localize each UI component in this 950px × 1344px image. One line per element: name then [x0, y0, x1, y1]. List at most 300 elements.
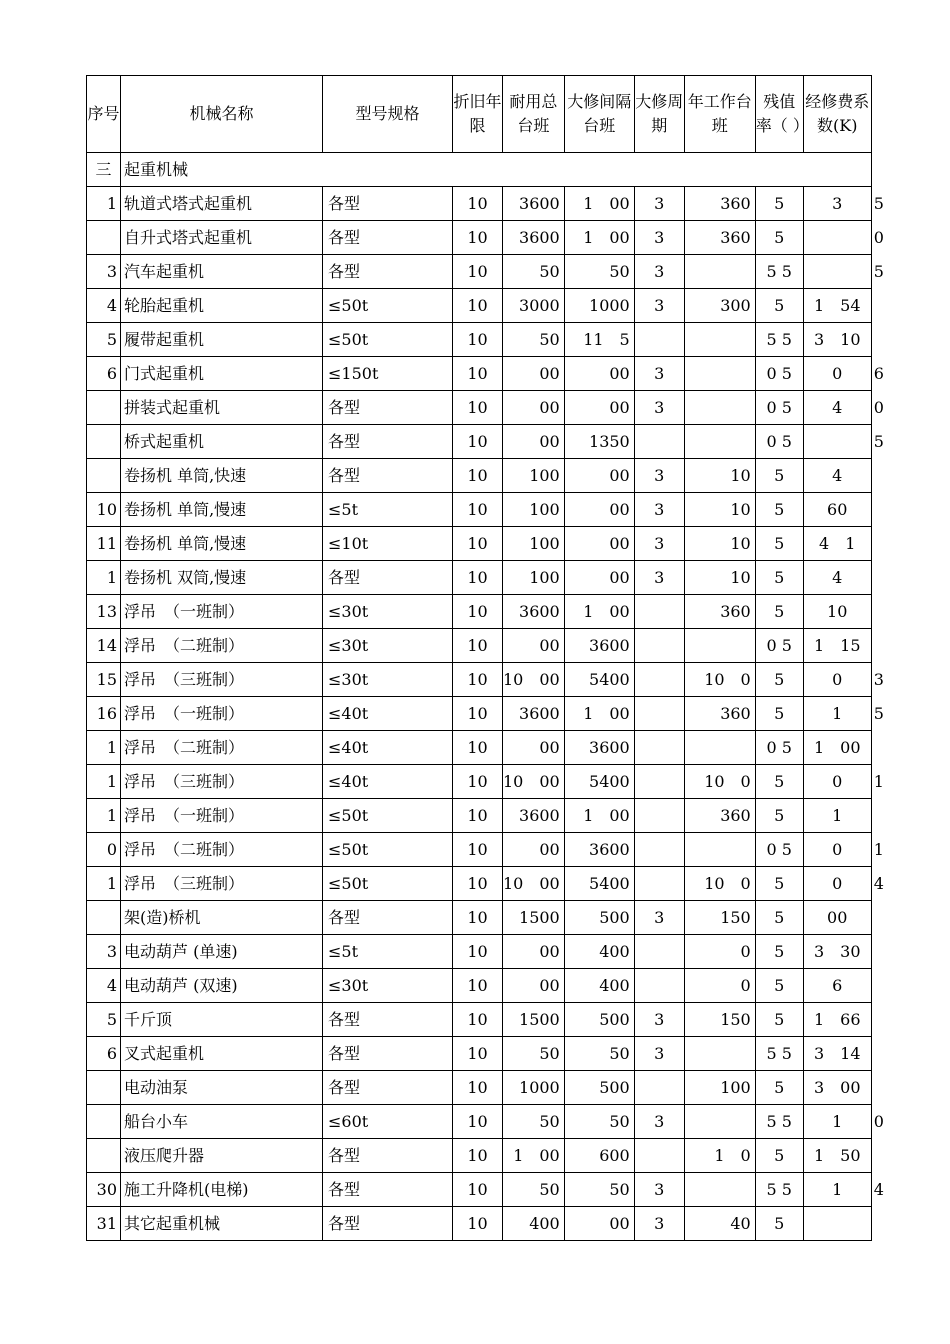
cell-interval: 50 — [564, 1037, 634, 1071]
cell-years: 10 — [453, 561, 503, 595]
cell-total: 50 — [503, 255, 565, 289]
cell-name: 履带起重机 — [121, 323, 323, 357]
cell-total: 100 — [503, 459, 565, 493]
table-row — [87, 561, 872, 595]
table-row — [87, 1139, 872, 1173]
cell-k — [803, 935, 871, 969]
cell-residual: 5 — [755, 765, 803, 799]
cell-k — [803, 527, 871, 561]
cell-k-value: 3 14 — [813, 1043, 861, 1063]
cell-k-value: 1 54 — [813, 295, 861, 315]
cell-model: 各型 — [323, 255, 453, 289]
cell-seq — [87, 391, 121, 425]
cell-interval: 3600 — [564, 731, 634, 765]
cell-name: 叉式起重机 — [121, 1037, 323, 1071]
cell-model: ≤40t — [323, 731, 453, 765]
cell-k-value: 4 1 — [819, 533, 856, 553]
cell-total: 3600 — [503, 187, 565, 221]
cell-annual — [684, 323, 755, 357]
cell-cycle: 3 — [634, 221, 684, 255]
cell-years: 10 — [453, 935, 503, 969]
cell-name: 卷扬机 单筒,快速 — [121, 459, 323, 493]
cell-interval: 50 — [564, 255, 634, 289]
cell-k — [803, 255, 884, 289]
cell-k-value: 00 — [827, 907, 848, 927]
cell-years: 10 — [453, 323, 503, 357]
cell-annual: 0 — [684, 969, 755, 1003]
table-row — [87, 357, 872, 391]
cell-name: 自升式塔式起重机 — [121, 221, 323, 255]
cell-residual: 5 — [755, 221, 803, 255]
cell-annual: 150 — [684, 901, 755, 935]
cell-years: 10 — [453, 765, 503, 799]
cell-interval: 1 00 — [564, 595, 634, 629]
cell-residual: 5 5 — [755, 255, 803, 289]
cell-interval: 00 — [564, 391, 634, 425]
cell-model: ≤30t — [323, 663, 453, 697]
cell-k — [803, 459, 871, 493]
cell-k — [803, 1139, 871, 1173]
cell-model: 各型 — [323, 221, 453, 255]
cell-k-value: 1 15 — [813, 635, 861, 655]
cell-overflow-value: 6 — [873, 364, 884, 383]
table-row — [87, 459, 872, 493]
table-row — [87, 493, 872, 527]
cell-total: 00 — [503, 731, 565, 765]
cell-interval: 11 5 — [564, 323, 634, 357]
cell-years: 10 — [453, 663, 503, 697]
cell-annual: 10 — [684, 527, 755, 561]
cell-name: 汽车起重机 — [121, 255, 323, 289]
cell-model: 各型 — [323, 1173, 453, 1207]
cell-k-value: 3 — [832, 193, 843, 213]
cell-k-value: 6 — [832, 975, 843, 995]
cell-years: 10 — [453, 697, 503, 731]
cell-overflow-value: 1 — [873, 772, 884, 791]
cell-years: 10 — [453, 799, 503, 833]
cell-overflow-value: 3 — [873, 670, 884, 689]
cell-model: 各型 — [323, 561, 453, 595]
cell-total: 00 — [503, 425, 565, 459]
cell-model: 各型 — [323, 1071, 453, 1105]
cell-residual: 0 5 — [755, 629, 803, 663]
cell-interval: 00 — [564, 357, 634, 391]
table-row — [87, 969, 872, 1003]
cell-interval: 00 — [564, 561, 634, 595]
cell-k-value: 1 66 — [813, 1009, 861, 1029]
cell-k — [803, 1105, 884, 1139]
cell-annual: 10 0 — [684, 765, 755, 799]
cell-total: 50 — [503, 323, 565, 357]
cell-name: 浮吊 （二班制） — [121, 833, 323, 867]
cell-name: 浮吊 （一班制） — [121, 595, 323, 629]
cell-interval: 400 — [564, 935, 634, 969]
cell-overflow-value: 5 — [873, 194, 884, 213]
cell-annual — [684, 357, 755, 391]
cell-annual: 150 — [684, 1003, 755, 1037]
cell-model: ≤30t — [323, 629, 453, 663]
table-row — [87, 187, 872, 221]
cell-years: 10 — [453, 527, 503, 561]
cell-residual: 5 — [755, 867, 803, 901]
cell-cycle — [634, 731, 684, 765]
cell-total: 1 00 — [503, 1139, 565, 1173]
cell-seq: 6 — [87, 1037, 121, 1071]
section-seq: 三 — [87, 153, 121, 187]
cell-interval: 3600 — [564, 629, 634, 663]
cell-annual: 100 — [684, 1071, 755, 1105]
cell-model: ≤5t — [323, 935, 453, 969]
cell-seq — [87, 1139, 121, 1173]
table-row — [87, 391, 872, 425]
cell-total: 00 — [503, 833, 565, 867]
cell-name: 电动葫芦 (单速) — [121, 935, 323, 969]
cell-k-value: 0 — [832, 771, 843, 791]
cell-annual: 360 — [684, 595, 755, 629]
cell-model: 各型 — [323, 901, 453, 935]
cell-model: ≤5t — [323, 493, 453, 527]
cell-k — [803, 663, 884, 697]
cell-annual: 0 — [684, 935, 755, 969]
cell-cycle: 3 — [634, 1173, 684, 1207]
cell-annual — [684, 425, 755, 459]
cell-residual: 5 5 — [755, 1037, 803, 1071]
cell-total: 100 — [503, 561, 565, 595]
cell-k-value: 4 — [832, 397, 843, 417]
header-model: 型号规格 — [323, 76, 453, 153]
cell-interval: 1 00 — [564, 221, 634, 255]
cell-years: 10 — [453, 493, 503, 527]
cell-years: 10 — [453, 1207, 503, 1241]
cell-model: 各型 — [323, 459, 453, 493]
cell-interval: 5400 — [564, 663, 634, 697]
cell-residual: 5 5 — [755, 323, 803, 357]
cell-model: 各型 — [323, 425, 453, 459]
cell-seq: 3 — [87, 255, 121, 289]
cell-model: ≤50t — [323, 833, 453, 867]
cell-years: 10 — [453, 833, 503, 867]
cell-annual: 10 — [684, 493, 755, 527]
cell-interval: 00 — [564, 1207, 634, 1241]
cell-model: ≤50t — [323, 323, 453, 357]
cell-residual: 5 — [755, 1003, 803, 1037]
cell-total: 1500 — [503, 1003, 565, 1037]
table-row — [87, 425, 872, 459]
cell-annual — [684, 731, 755, 765]
cell-total: 3600 — [503, 799, 565, 833]
cell-k-value: 1 50 — [813, 1145, 861, 1165]
cell-k — [803, 493, 871, 527]
cell-annual: 10 0 — [684, 867, 755, 901]
cell-cycle: 3 — [634, 901, 684, 935]
cell-k-value: 3 30 — [813, 941, 861, 961]
cell-residual: 0 5 — [755, 391, 803, 425]
cell-k-value: 0 — [832, 363, 843, 383]
cell-residual: 5 — [755, 459, 803, 493]
cell-cycle: 3 — [634, 459, 684, 493]
cell-name: 液压爬升器 — [121, 1139, 323, 1173]
cell-name: 施工升降机(电梯) — [121, 1173, 323, 1207]
cell-years: 10 — [453, 595, 503, 629]
cell-name: 其它起重机械 — [121, 1207, 323, 1241]
cell-residual: 5 — [755, 663, 803, 697]
cell-cycle: 3 — [634, 1105, 684, 1139]
cell-overflow-value: 5 — [873, 432, 884, 451]
cell-model: ≤10t — [323, 527, 453, 561]
cell-k — [803, 969, 871, 1003]
cell-model: 各型 — [323, 1139, 453, 1173]
cell-total: 50 — [503, 1037, 565, 1071]
cell-k — [803, 221, 884, 255]
cell-k — [803, 323, 871, 357]
cell-name: 浮吊 （三班制） — [121, 765, 323, 799]
cell-annual: 10 0 — [684, 663, 755, 697]
cell-years: 10 — [453, 187, 503, 221]
table-row — [87, 765, 872, 799]
cell-residual: 5 — [755, 289, 803, 323]
cell-total: 1500 — [503, 901, 565, 935]
cell-annual: 360 — [684, 221, 755, 255]
cell-name: 电动油泵 — [121, 1071, 323, 1105]
cell-seq: 16 — [87, 697, 121, 731]
cell-k — [803, 833, 884, 867]
cell-k-value: 1 — [832, 703, 843, 723]
header-row — [87, 76, 872, 153]
table-row — [87, 289, 872, 323]
cell-name: 船台小车 — [121, 1105, 323, 1139]
cell-total: 100 — [503, 527, 565, 561]
cell-total: 50 — [503, 1105, 565, 1139]
cell-seq — [87, 1071, 121, 1105]
cell-years: 10 — [453, 901, 503, 935]
cell-cycle: 3 — [634, 493, 684, 527]
cell-seq: 13 — [87, 595, 121, 629]
cell-residual: 5 — [755, 595, 803, 629]
cell-model: 各型 — [323, 1037, 453, 1071]
cell-annual — [684, 1105, 755, 1139]
cell-name: 浮吊 （三班制） — [121, 867, 323, 901]
table-row — [87, 1071, 872, 1105]
cell-annual — [684, 391, 755, 425]
cell-model: 各型 — [323, 1207, 453, 1241]
cell-total: 00 — [503, 935, 565, 969]
cell-model: 各型 — [323, 1003, 453, 1037]
cell-annual: 10 — [684, 459, 755, 493]
cell-seq: 1 — [87, 765, 121, 799]
cell-seq: 6 — [87, 357, 121, 391]
cell-name: 卷扬机 双筒,慢速 — [121, 561, 323, 595]
cell-name: 卷扬机 单筒,慢速 — [121, 527, 323, 561]
cell-years: 10 — [453, 969, 503, 1003]
cell-total: 00 — [503, 357, 565, 391]
cell-model: ≤50t — [323, 289, 453, 323]
cell-k-value: 3 10 — [813, 329, 861, 349]
cell-seq: 5 — [87, 1003, 121, 1037]
cell-cycle — [634, 697, 684, 731]
cell-interval: 5400 — [564, 765, 634, 799]
cell-residual: 5 — [755, 1139, 803, 1173]
cell-seq: 1 — [87, 867, 121, 901]
cell-model: 各型 — [323, 391, 453, 425]
cell-years: 10 — [453, 391, 503, 425]
table-row — [87, 629, 872, 663]
cell-residual: 0 5 — [755, 357, 803, 391]
cell-k-value: 4 — [832, 465, 843, 485]
cell-seq — [87, 1105, 121, 1139]
cell-annual: 360 — [684, 799, 755, 833]
cell-interval: 5400 — [564, 867, 634, 901]
table-row — [87, 1037, 872, 1071]
cell-years: 10 — [453, 867, 503, 901]
cell-k — [803, 697, 884, 731]
cell-model: ≤150t — [323, 357, 453, 391]
cell-cycle — [634, 833, 684, 867]
cell-seq: 1 — [87, 187, 121, 221]
cell-seq: 31 — [87, 1207, 121, 1241]
cell-seq: 30 — [87, 1173, 121, 1207]
cell-seq: 4 — [87, 969, 121, 1003]
table-row — [87, 663, 872, 697]
cell-annual: 40 — [684, 1207, 755, 1241]
cell-interval: 50 — [564, 1105, 634, 1139]
header-seq: 序号 — [87, 76, 121, 153]
cell-cycle — [634, 1071, 684, 1105]
cell-interval: 1 00 — [564, 799, 634, 833]
cell-total: 3600 — [503, 221, 565, 255]
cell-k — [803, 901, 871, 935]
cell-overflow-value: 0 — [873, 228, 884, 247]
cell-total: 1000 — [503, 1071, 565, 1105]
cell-years: 10 — [453, 1139, 503, 1173]
cell-annual — [684, 255, 755, 289]
cell-k-value: 0 — [832, 669, 843, 689]
cell-k-value: 1 — [832, 1111, 843, 1131]
cell-name: 门式起重机 — [121, 357, 323, 391]
cell-interval: 500 — [564, 1071, 634, 1105]
cell-interval: 1000 — [564, 289, 634, 323]
cell-seq: 0 — [87, 833, 121, 867]
cell-name: 浮吊 （一班制） — [121, 697, 323, 731]
cell-seq: 14 — [87, 629, 121, 663]
cell-total: 3600 — [503, 595, 565, 629]
cell-cycle — [634, 323, 684, 357]
cell-k — [803, 1003, 871, 1037]
cell-seq — [87, 459, 121, 493]
cell-k — [803, 595, 871, 629]
header-years: 折旧年限 — [453, 76, 503, 153]
cell-interval: 00 — [564, 527, 634, 561]
cell-name: 千斤顶 — [121, 1003, 323, 1037]
cell-residual: 0 5 — [755, 833, 803, 867]
cell-k — [803, 561, 871, 595]
cell-cycle: 3 — [634, 561, 684, 595]
cell-total: 3600 — [503, 697, 565, 731]
cell-annual — [684, 629, 755, 663]
cell-annual — [684, 1037, 755, 1071]
cell-annual: 1 0 — [684, 1139, 755, 1173]
cell-total: 10 00 — [503, 765, 565, 799]
cell-overflow-value: 0 — [873, 398, 884, 417]
cell-seq: 11 — [87, 527, 121, 561]
table-row — [87, 697, 872, 731]
cell-name: 浮吊 （二班制） — [121, 731, 323, 765]
cell-model: ≤40t — [323, 765, 453, 799]
cell-name: 桥式起重机 — [121, 425, 323, 459]
cell-cycle: 3 — [634, 527, 684, 561]
cell-k — [803, 731, 871, 765]
cell-cycle: 3 — [634, 357, 684, 391]
cell-residual: 5 — [755, 901, 803, 935]
cell-name: 卷扬机 单筒,慢速 — [121, 493, 323, 527]
cell-residual: 0 5 — [755, 731, 803, 765]
cell-annual — [684, 1173, 755, 1207]
table-row — [87, 901, 872, 935]
cell-residual: 5 5 — [755, 1173, 803, 1207]
cell-k-value: 0 — [832, 839, 843, 859]
cell-seq: 1 — [87, 799, 121, 833]
cell-overflow-value: 1 — [873, 840, 884, 859]
cell-total: 00 — [503, 391, 565, 425]
table-row — [87, 1105, 872, 1139]
cell-k — [803, 867, 884, 901]
cell-k-value: 10 — [827, 601, 848, 621]
cell-total: 3000 — [503, 289, 565, 323]
cell-seq: 1 — [87, 561, 121, 595]
cell-interval: 1 00 — [564, 697, 634, 731]
cell-total: 10 00 — [503, 663, 565, 697]
cell-seq — [87, 901, 121, 935]
cell-k — [803, 1037, 871, 1071]
cell-cycle — [634, 425, 684, 459]
cell-overflow-value: 5 — [873, 704, 884, 723]
cell-seq: 15 — [87, 663, 121, 697]
cell-years: 10 — [453, 1003, 503, 1037]
cell-k — [803, 187, 884, 221]
cell-total: 400 — [503, 1207, 565, 1241]
table-row — [87, 1003, 872, 1037]
cell-residual: 5 — [755, 935, 803, 969]
cell-residual: 5 5 — [755, 1105, 803, 1139]
cell-total: 100 — [503, 493, 565, 527]
header-cycle: 大修周期 — [634, 76, 684, 153]
cell-residual: 0 5 — [755, 425, 803, 459]
cell-years: 10 — [453, 629, 503, 663]
cell-k — [803, 391, 884, 425]
cell-model: ≤50t — [323, 867, 453, 901]
cell-seq: 4 — [87, 289, 121, 323]
cell-name: 轮胎起重机 — [121, 289, 323, 323]
cell-k-value: 1 — [832, 805, 843, 825]
cell-cycle: 3 — [634, 255, 684, 289]
cell-cycle — [634, 765, 684, 799]
table-row — [87, 935, 872, 969]
cell-name: 浮吊 （二班制） — [121, 629, 323, 663]
cell-years: 10 — [453, 1105, 503, 1139]
cell-years: 10 — [453, 289, 503, 323]
cell-name: 轨道式塔式起重机 — [121, 187, 323, 221]
cell-cycle: 3 — [634, 187, 684, 221]
cell-model: ≤30t — [323, 969, 453, 1003]
cell-years: 10 — [453, 255, 503, 289]
cell-k — [803, 629, 871, 663]
cell-cycle — [634, 969, 684, 1003]
cell-k-value: 1 — [832, 1179, 843, 1199]
cell-seq: 3 — [87, 935, 121, 969]
cell-annual: 360 — [684, 697, 755, 731]
cell-interval: 1350 — [564, 425, 634, 459]
cell-overflow-value: 5 — [873, 262, 884, 281]
cell-k — [803, 425, 884, 459]
